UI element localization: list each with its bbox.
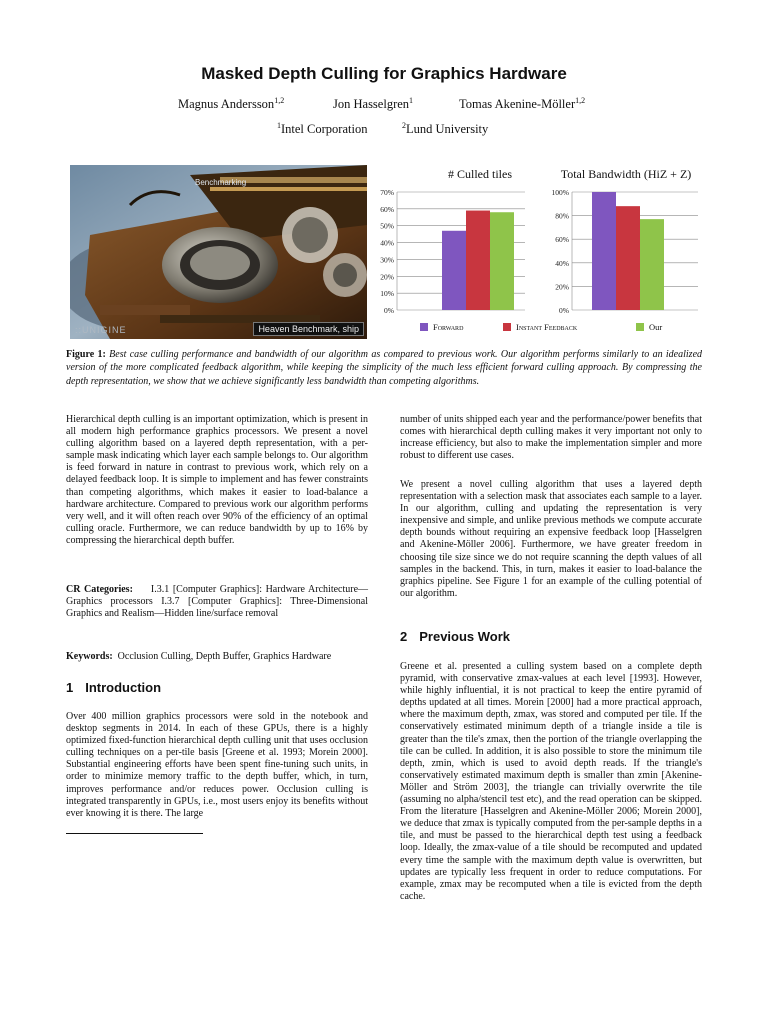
legend-item-forward: Forward — [420, 322, 463, 332]
chart-1-tick-label: 20% — [380, 272, 394, 282]
chart-1-title: # Culled tiles — [448, 167, 512, 181]
paper-title: Masked Depth Culling for Graphics Hardware — [201, 64, 567, 83]
chart-1-bar-2 — [466, 211, 490, 310]
chart-1-bar-3 — [490, 212, 514, 310]
unigine-logo: ::UNIGINE — [75, 325, 127, 335]
chart-2-tick-label: 20% — [555, 282, 569, 292]
ship-render-image — [70, 165, 367, 339]
chart-2-tick-label: 40% — [555, 258, 569, 268]
legend-item-our: Our — [636, 322, 662, 332]
chart-1-bar-1 — [442, 231, 466, 310]
legend-swatch-our — [636, 323, 644, 331]
figure-caption: Figure 1: Best case culling performance and bandwidth of our algorithm as compared to previous work. Our algorithm performs similarly to an idealized version of the more complicated feedback algorithm, while keeping the simplicity of the much less efficient forward culling approach. By compressing the depth representation, we show that we achieve significantly less bandwidth than competing algorithms. — [66, 349, 703, 387]
chart-1-tick-label: 40% — [380, 238, 394, 248]
footnote-rule — [66, 833, 203, 834]
introduction-paragraph: Over 400 million graphics processors were sold in the notebook and desktop segments in 2014. In each of these GPUs, there is a highly optimized fixed-function hierarchical depth culling unit that uses occlusion culling techniques on a per-tile basis [Greene et al. 1993; Morein 2000]. Substantial engineering efforts have been spent fine-tuning such units, in order to minimize memory traffic to the depth buffer, which, in turn, improves performance and/or reduces power. Occlusion culling is integrated transparently in GPUs, i.e., most users enjoy its benefits without ever knowing it is there. The large — [66, 711, 368, 819]
chart-2-title: Total Bandwidth (HiZ + Z) — [560, 167, 692, 181]
author-3: Tomas Akenine-Möller$^{1,2}$ — [459, 96, 586, 112]
chart-1-tick-label: 30% — [380, 255, 394, 265]
chart-1-tick-label: 0% — [384, 306, 394, 315]
author-1: Magnus Andersson$^{1,2}$ — [178, 96, 285, 112]
chart-2-tick-label: 80% — [555, 211, 569, 221]
right-paragraph-2: We present a novel culling algorithm that uses a layered depth representation with a selection mask that associates each sample to a layer. In our algorithm, culling and updating the representation is very inexpensive and simple, and unlike previous methods we compute accurate depth bounds without requiring an expensive feedback loop [Hasselgren and Akenine-Möller 2006]. Furthermore, we have greater freedom in choosing tile size since we do not require scanning the depth values of all samples in the backend. This, in turn, makes it easier to load-balance the graphics pipeline. See Figure 1 for an example of the culling potential of our algorithm. — [400, 479, 702, 599]
chart-2-bar-1 — [592, 192, 616, 310]
figure-photo — [70, 165, 367, 339]
chart-2-bar-2 — [616, 206, 640, 310]
affiliation-2: $^2$Lund University — [402, 121, 489, 137]
section-heading-introduction: 1 Introduction — [66, 680, 162, 695]
chart-1-tick-label: 50% — [380, 221, 394, 231]
previous-work-paragraph: Greene et al. presented a culling system based on a complete depth pyramid, with conservative zmax-values at each level [1993]. However, while highly influential, it is not practical to keep the entire pyramid of depths updated at all times. Morein [2000] had a more practical approach, where the maximum depth, zmax, was stored and computed per tile. If the conservatively estimated minimum depth of a triangle inside a tile is greater than the tile's zmax, then the portion of the triangle overlapping the tile can be culled. In addition, it is also possible to store the minimum tile depth, zmin, which is used to avoid depth reads. If the triangle's conservatively estimated maximum depth is smaller than zmin [Akenine-Möller and Ström 2003], the triangle can trivially overwrite the tile (assuming no alpha/stencil test etc), and the read operation can be skipped. From the literature [Hasselgren and Akenine-Möller 2006; Morein 2000], we deduce that zmax is typically computed from the per-sample depths in a tile, and must be passed to the hierarchical depth test using a feedback loop. Ideally, the zmax-value of a tile should be recomputed and updated every time the sample with the maximum depth value is overwritten, but updates are typically less frequent in order to reduce computations. For example, zmax may be recomputed when a tile is evicted from the depth cache. — [400, 661, 702, 902]
chart-1-tick-label: 60% — [380, 204, 394, 214]
legend-swatch-instant-feedback — [503, 323, 511, 331]
keywords: Keywords: Occlusion Culling, Depth Buffer, Graphics Hardware — [66, 651, 332, 662]
legend-item-instant-feedback: Instant Feedback — [503, 322, 577, 332]
chart-1-tick-label: 10% — [380, 289, 394, 299]
abstract-paragraph: Hierarchical depth culling is an important optimization, which is present in all modern high performance graphics processors. We present a novel culling algorithm based on a layered depth representation, with a per-sample mask indicating which layer each sample belongs to. Our algorithm is feed forward in nature in contrast to previous work, which rely on a delayed feedback loop. It is simple to implement and has fewer constraints than competing algorithms, which makes it easier to load-balance a hardware architecture. Compared to previous work our algorithm performs very well, and it will often reach over 90% of the efficiency of an optimal culling oracle. Furthermore, we can reduce bandwidth by up to 16% by compressing the hierarchical depth buffer. — [66, 414, 368, 546]
affiliation-1: $^1$Intel Corporation — [277, 121, 368, 137]
chart-2-bar-3 — [640, 219, 664, 310]
photo-overlay-text: Benchmarking — [195, 178, 247, 187]
chart-2-tick-label: 100% — [551, 188, 569, 197]
author-2: Jon Hasselgren$^1$ — [333, 96, 414, 112]
cr-categories: CR Categories: I.3.1 [Computer Graphics]: Hardware Architecture—Graphics processors I.3.7 [Computer Graphics]: Three-Dimensional Graphics and Realism—Hidden line/surface removal — [66, 584, 369, 620]
photo-label: Heaven Benchmark, ship — [253, 322, 364, 336]
chart-2-tick-label: 60% — [555, 235, 569, 245]
right-paragraph-1: number of units shipped each year and the performance/power benefits that comes with hierarchical depth culling makes it very important not only to increase efficiency, but also to make the implementation simpler and more robust to different use cases. — [400, 414, 702, 462]
chart-2-tick-label: 0% — [559, 306, 569, 315]
section-heading-previous-work: 2 Previous Work — [400, 629, 511, 644]
chart-1-tick-label: 70% — [380, 188, 394, 197]
charts-container — [360, 160, 710, 320]
legend-swatch-forward — [420, 323, 428, 331]
